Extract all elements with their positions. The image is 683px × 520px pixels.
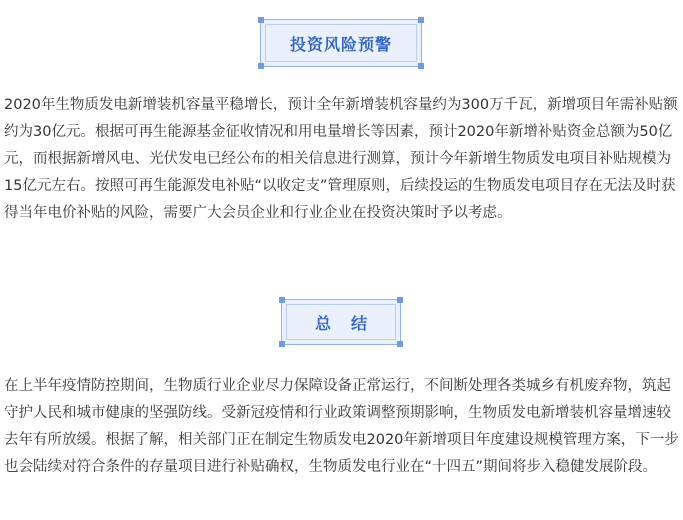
corner-marker	[258, 17, 264, 23]
corner-marker	[418, 17, 424, 23]
corner-marker	[279, 297, 285, 303]
risk-paragraph: 2020年生物质发电新增装机容量平稳增长，预计全年新增装机容量约为300万千瓦，新增项目年需补贴额约为30亿元。根据可再生能源基金征收情况和用电量增长等因素，预计2020年新增补贴资金总额为50亿元，而根据新增风电、光伏发电已经公布的相关信息进行测算，预计今年新增生物质发电项目补贴规模为15亿元左右。按照可再生能源发电补贴“以收定支”管理原则，后续投运的生物质发电项目存在无法及时获得当年电价补贴的风险，需要广大会员企业和行业企业在投资决策时予以考虑。	[4, 97, 678, 221]
corner-marker	[279, 341, 285, 347]
corner-marker	[397, 297, 403, 303]
risk-section-title: 投资风险预警	[289, 34, 392, 54]
summary-section-header	[281, 299, 401, 345]
corner-marker	[397, 341, 403, 347]
summary-section-title: 总结	[314, 313, 387, 333]
corner-marker	[418, 63, 424, 69]
corner-marker	[258, 63, 264, 69]
risk-section-header	[260, 19, 422, 67]
summary-paragraph: 在上半年疫情防控期间，生物质行业企业尽力保障设备正常运行，不间断处理各类城乡有机废弃物，筑起守护人民和城市健康的坚强防线。受新冠疫情和行业政策调整预期影响，生物质发电新增装机容量增速较去年有所放缓。根据了解，相关部门正在制定生物质发电2020年新增项目年度建设规模管理方案，下一步也会陆续对符合条件的存量项目进行补贴确权，生物质发电行业在“十四五”期间将步入稳健发展阶段。	[4, 378, 679, 475]
